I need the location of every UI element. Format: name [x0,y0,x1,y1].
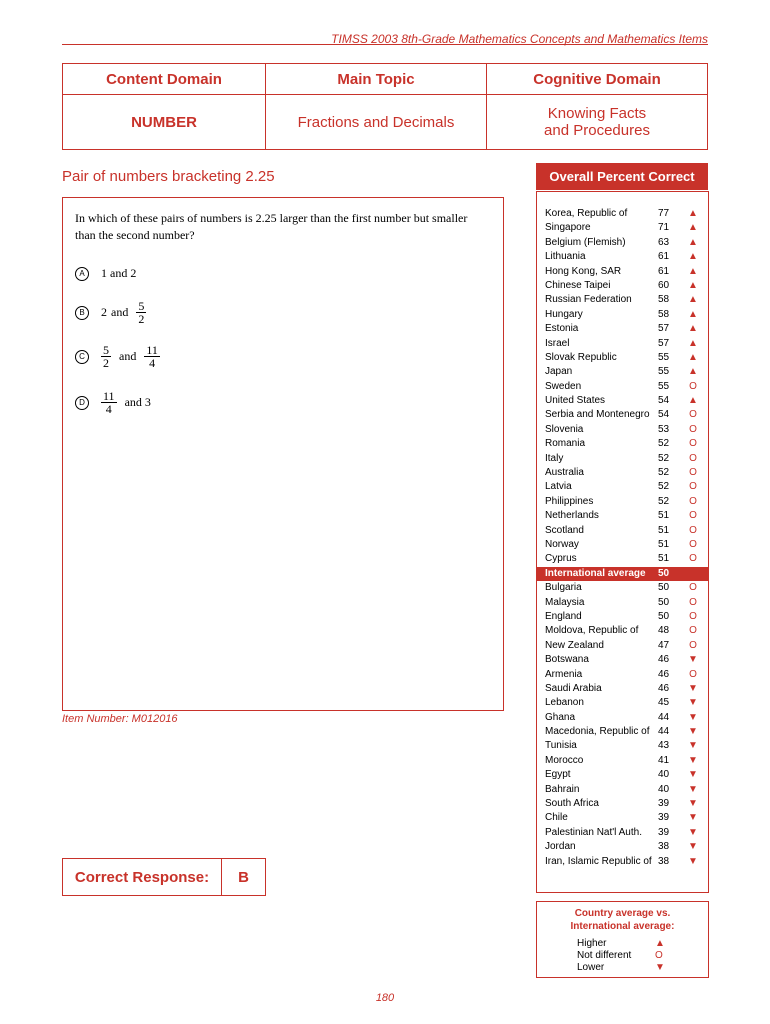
triangle-up-icon: ▲ [688,236,698,248]
legend-label: Higher [577,938,607,949]
circle-icon: O [689,582,697,594]
legend-row-not-different [577,950,677,962]
triangle-up-icon: ▲ [688,265,698,277]
country-name: Armenia [545,668,583,680]
country-row [537,394,708,408]
circle-icon: O [689,409,697,421]
country-name: Korea, Republic of [545,208,628,219]
triangle-down-icon: ▼ [655,962,665,973]
country-row [537,797,708,811]
option-d-letter: D [75,396,89,410]
overall-percent-correct-header: Overall Percent Correct [536,163,708,190]
country-row [537,509,708,523]
country-row [537,639,708,653]
question-box [62,197,504,711]
country-name: Australia [545,467,584,479]
correct-response-value: B [238,868,249,886]
triangle-up-icon: ▲ [688,395,698,407]
triangle-down-icon: ▼ [688,740,698,752]
option-b [75,300,150,325]
triangle-up-icon: ▲ [655,938,665,949]
international-average-row [537,567,708,581]
country-percent: 40 [658,769,670,781]
country-name: Malaysia [545,596,585,608]
triangle-down-icon: ▼ [688,654,698,666]
triangle-down-icon: ▼ [688,798,698,810]
country-name: Italy [545,452,564,464]
country-row [537,495,708,509]
content-domain-value: NUMBER [63,95,266,150]
country-name: Slovenia [545,423,584,435]
country-row [537,408,708,422]
country-name: Estonia [545,323,579,335]
country-name: New Zealand [545,639,604,651]
option-b-word: and [111,305,129,319]
circle-icon: O [655,950,663,961]
circle-icon: O [689,438,697,450]
legend-box [536,901,709,978]
question-text: In which of these pairs of numbers is 2.25 larger than the first number but smaller than the second number? [75,211,468,242]
country-percent: 63 [658,236,670,248]
legend-row-lower [577,962,677,974]
country-name: Romania [545,438,586,450]
country-percent: 50 [658,610,670,622]
country-name: Japan [545,366,573,378]
country-name: England [545,610,582,622]
country-percent: 51 [658,510,670,522]
country-percent: 45 [658,697,670,709]
country-row [537,811,708,825]
legend-title [537,907,708,933]
triangle-down-icon: ▼ [688,754,698,766]
cognitive-domain-value [487,95,708,150]
fraction-denominator: 2 [138,312,145,326]
fraction-numerator: 5 [103,343,109,357]
country-row [537,725,708,739]
option-b-fraction [136,300,146,325]
country-row [537,308,708,322]
triangle-up-icon: ▲ [688,294,698,306]
country-percent: 46 [658,654,670,666]
circle-icon: O [689,467,697,479]
country-name: Saudi Arabia [545,682,602,694]
country-name: Lebanon [545,697,584,709]
triangle-down-icon: ▼ [688,783,698,795]
circle-icon: O [689,668,697,680]
country-percent: 51 [658,524,670,536]
country-name: Bahrain [545,783,580,795]
fraction-numerator: 5 [138,299,145,313]
circle-icon: O [689,380,697,392]
country-row [537,581,708,595]
country-name: Egypt [545,769,571,781]
country-row [537,380,708,394]
country-percent: 61 [658,265,670,277]
legend-row-higher [577,938,677,950]
country-name: Jordan [545,841,576,853]
country-row [537,265,708,279]
main-topic-value: Fractions and Decimals [266,95,487,150]
correct-response-box [62,858,266,896]
item-title: Pair of numbers bracketing 2.25 [62,168,275,185]
item-number: Item Number: M012016 [62,713,178,725]
triangle-down-icon: ▼ [688,841,698,853]
country-list [537,207,708,869]
country-percent: 50 [658,567,670,579]
country-percent: 77 [658,208,670,219]
country-row [537,480,708,494]
legend-title-line1: Country average vs. [574,908,671,919]
country-percent: 46 [658,668,670,680]
country-row [537,524,708,538]
country-row [537,207,708,221]
triangle-down-icon: ▼ [688,769,698,781]
country-row [537,754,708,768]
triangle-down-icon: ▼ [688,812,698,824]
country-row [537,855,708,869]
triangle-up-icon: ▲ [688,366,698,378]
country-row [537,221,708,235]
country-row [537,452,708,466]
circle-icon: O [689,524,697,536]
triangle-up-icon: ▲ [688,337,698,349]
country-row [537,696,708,710]
country-row [537,466,708,480]
country-percent: 52 [658,452,670,464]
page-number: 180 [375,992,395,1004]
country-row [537,423,708,437]
country-row [537,840,708,854]
country-percent: 57 [658,337,670,349]
country-row [537,596,708,610]
country-name: Morocco [545,754,584,766]
country-row [537,653,708,667]
triangle-down-icon: ▼ [688,826,698,838]
country-percent: 41 [658,754,670,766]
header-divider [62,44,708,45]
cognitive-domain-line1: Knowing Facts [547,105,647,122]
option-c-fraction-1 [101,344,111,369]
country-name: Bulgaria [545,582,582,594]
country-name: Ghana [545,711,576,723]
country-name: Serbia and Montenegro [545,409,650,421]
country-name: Botswana [545,654,589,666]
country-percent: 60 [658,279,670,291]
triangle-down-icon: ▼ [688,711,698,723]
country-percent: 51 [658,538,670,550]
country-name: Latvia [545,481,572,493]
correct-response-label: Correct Response: [63,859,222,895]
option-d-fraction [101,390,117,415]
country-row [537,624,708,638]
country-percent: 55 [658,351,670,363]
country-name: Netherlands [545,510,599,522]
triangle-up-icon: ▲ [688,308,698,320]
circle-icon: O [689,423,697,435]
circle-icon: O [689,495,697,507]
country-name: Slovak Republic [545,351,617,363]
country-percent: 40 [658,783,670,795]
option-c-fraction-2 [144,344,160,369]
country-row [537,437,708,451]
content-domain-header: Content Domain [63,64,266,95]
circle-icon: O [689,625,697,637]
circle-icon: O [689,553,697,565]
country-name: Belgium (Flemish) [545,236,626,248]
circle-icon: O [689,481,697,493]
document-header-title: TIMSS 2003 8th-Grade Mathematics Concepts and Mathematics Items [331,32,708,46]
circle-icon: O [689,596,697,608]
legend-label: Not different [577,950,632,961]
fraction-numerator: 11 [146,343,158,357]
country-percent: 44 [658,726,670,738]
country-percent: 58 [658,308,670,320]
country-row [537,538,708,552]
country-percent: 54 [658,395,670,407]
country-name: Philippines [545,495,594,507]
country-row [537,279,708,293]
country-name: Palestinian Nat'l Auth. [545,826,642,838]
country-percent: 38 [658,841,670,853]
triangle-up-icon: ▲ [688,279,698,291]
triangle-up-icon: ▲ [688,222,698,234]
country-row [537,322,708,336]
country-row [537,682,708,696]
country-percent: 52 [658,495,670,507]
circle-icon: O [689,538,697,550]
country-row [537,711,708,725]
classification-table [62,63,708,150]
country-percent: 54 [658,409,670,421]
country-name: Russian Federation [545,294,632,306]
country-row [537,610,708,624]
fraction-numerator: 11 [103,389,115,403]
triangle-up-icon: ▲ [688,323,698,335]
option-d [71,390,155,415]
country-percent: 52 [658,438,670,450]
option-a-text: 1 and 2 [101,266,137,280]
option-b-pre: 2 [101,305,107,319]
country-name: Singapore [545,222,591,234]
option-c [71,344,164,369]
cognitive-domain-header: Cognitive Domain [487,64,708,95]
country-percent: 55 [658,366,670,378]
country-percent: 51 [658,553,670,565]
country-row [537,826,708,840]
country-row [537,668,708,682]
option-b-letter: B [75,306,89,320]
fraction-denominator: 4 [105,402,112,416]
country-percent: 39 [658,826,670,838]
triangle-down-icon: ▼ [688,855,698,867]
country-row [537,250,708,264]
country-percent: 71 [658,222,670,234]
triangle-down-icon: ▼ [688,682,698,694]
country-percent: 46 [658,682,670,694]
country-percent: 50 [658,582,670,594]
country-percent: 61 [658,251,670,263]
triangle-up-icon: ▲ [688,208,698,219]
main-topic-header: Main Topic [266,64,487,95]
country-row [537,768,708,782]
country-percent: 55 [658,380,670,392]
country-percent: 57 [658,323,670,335]
option-c-letter: C [75,350,89,364]
country-percent: 52 [658,481,670,493]
circle-icon: O [689,452,697,464]
triangle-down-icon: ▼ [688,697,698,709]
fraction-denominator: 2 [103,356,109,370]
country-name: United States [545,395,606,407]
country-percent: 44 [658,711,670,723]
triangle-up-icon: ▲ [688,351,698,363]
country-percent: 39 [658,798,670,810]
country-percent: 52 [658,467,670,479]
country-name: Sweden [545,380,582,392]
country-percent: 53 [658,423,670,435]
circle-icon: O [689,510,697,522]
country-name: Scotland [545,524,584,536]
triangle-up-icon: ▲ [688,251,698,263]
country-row [537,351,708,365]
country-name: Iran, Islamic Republic of [545,855,652,867]
country-row [537,365,708,379]
triangle-down-icon: ▼ [688,726,698,738]
country-results-box [536,191,709,893]
country-name: Hong Kong, SAR [545,265,622,277]
fraction-denominator: 4 [149,356,156,370]
country-name: Norway [545,538,579,550]
country-percent: 50 [658,596,670,608]
country-name: Lithuania [545,251,586,263]
country-name: International average [545,567,646,579]
legend-title-line2: International average: [570,921,675,932]
circle-icon: O [689,610,697,622]
circle-icon: O [689,639,697,651]
country-percent: 39 [658,812,670,824]
country-percent: 38 [658,855,670,867]
country-name: Chinese Taipei [545,279,611,291]
country-row [537,337,708,351]
option-d-word: and 3 [124,395,151,409]
country-row [537,783,708,797]
country-name: South Africa [545,798,599,810]
cognitive-domain-line2: and Procedures [544,122,650,139]
country-name: Cyprus [545,553,577,565]
country-name: Tunisia [545,740,577,752]
country-row [537,739,708,753]
country-row [537,293,708,307]
option-a [75,266,136,281]
legend-label: Lower [577,962,605,973]
country-percent: 47 [658,639,670,651]
country-percent: 43 [658,740,670,752]
country-name: Chile [545,812,568,824]
country-name: Israel [545,337,570,349]
option-a-letter: A [75,267,89,281]
country-name: Moldova, Republic of [545,625,639,637]
option-c-word: and [119,349,137,363]
country-percent: 48 [658,625,670,637]
country-name: Macedonia, Republic of [545,726,650,738]
country-row [537,236,708,250]
country-name: Hungary [545,308,583,320]
country-row [537,552,708,566]
country-percent: 58 [658,294,670,306]
